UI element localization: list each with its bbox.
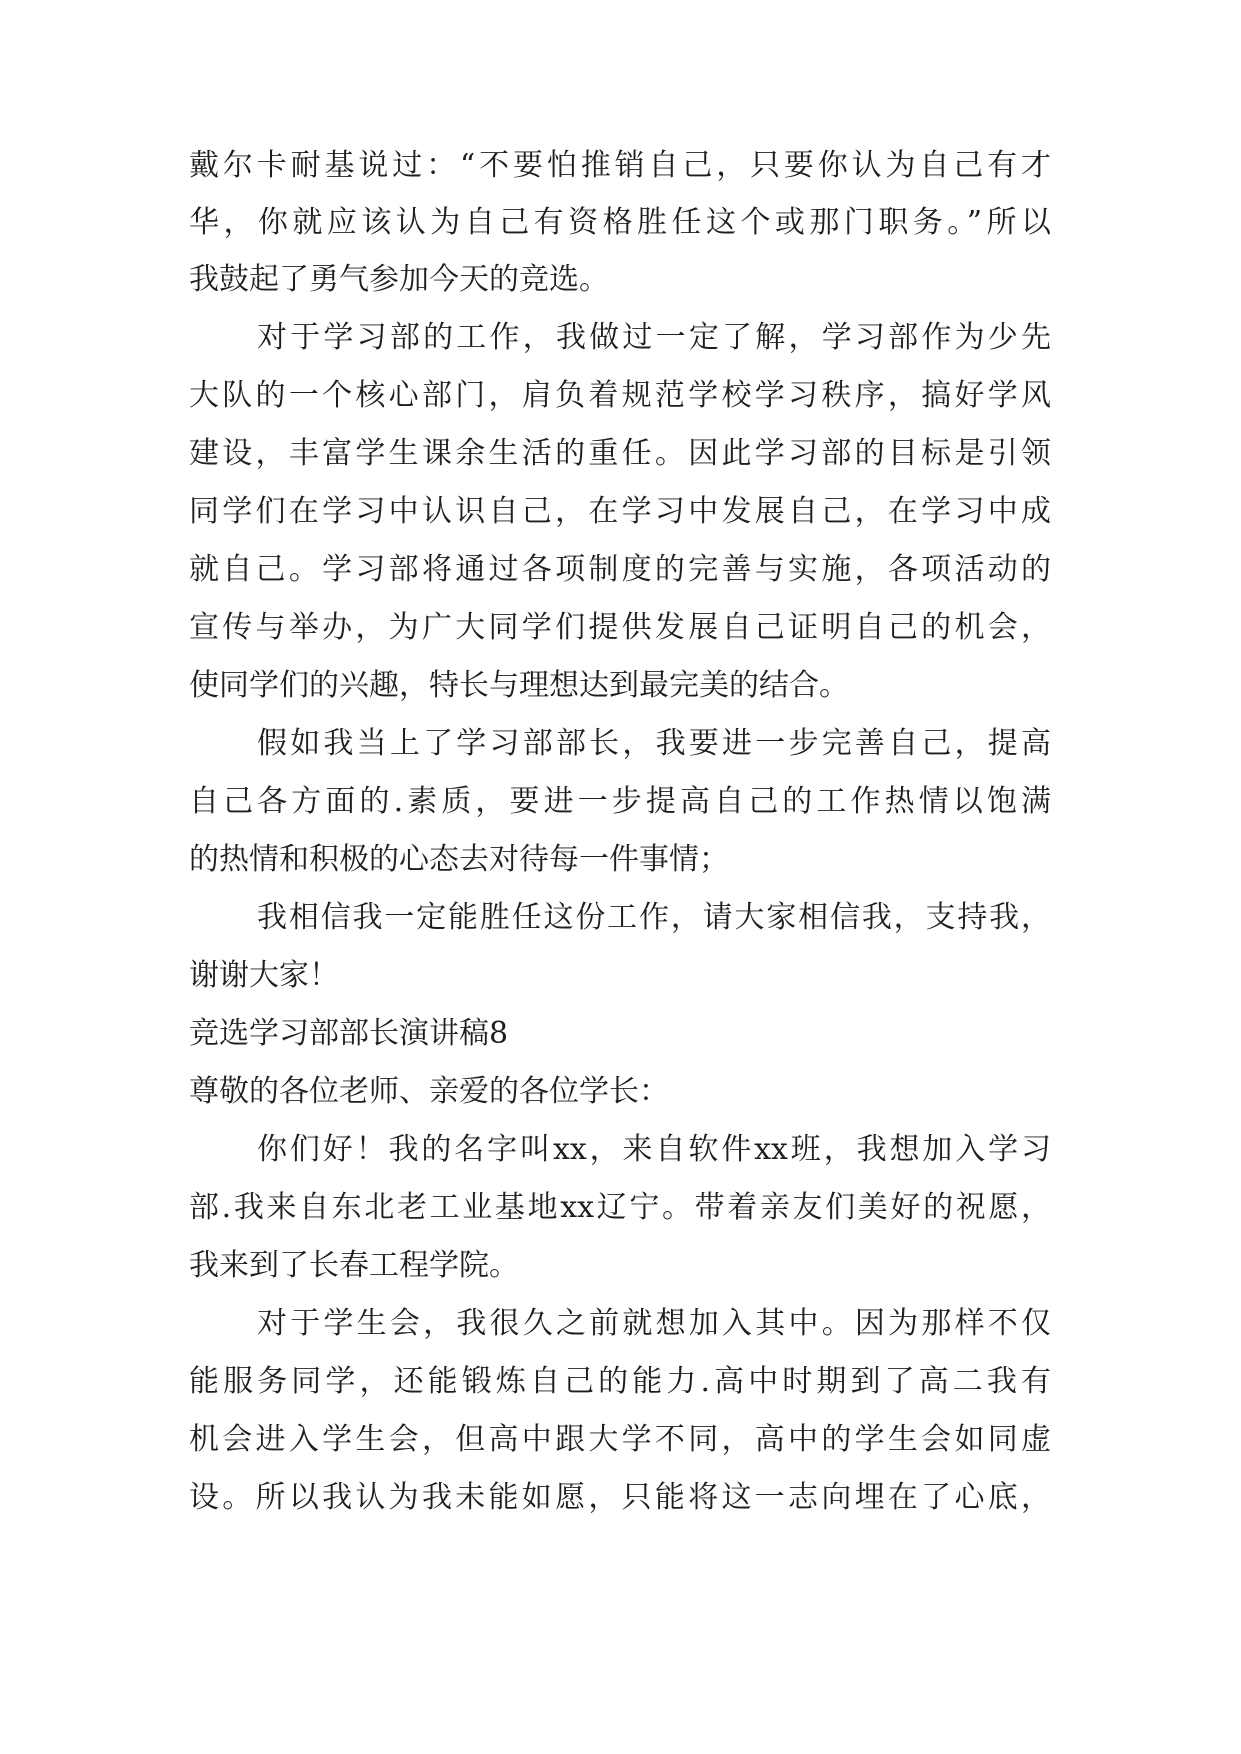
paragraph-first-line: 我相信我一定能胜任这份工作，请大家相信我，支持我， [257,900,1051,935]
text-line: 同学们在学习中认识自己，在学习中发展自己，在学习中成 [189,494,1051,529]
text-line: 机会进入学生会，但高中跟大学不同，高中的学生会如同虚 [189,1422,1051,1457]
section-heading: 竞选学习部部长演讲稿8 [189,1016,509,1051]
text-line: 自己各方面的.素质，要进一步提高自己的工作热情以饱满 [189,784,1051,819]
text-line: 谢谢大家！ [189,958,339,993]
salutation: 尊敬的各位老师、亲爱的各位学长： [189,1074,669,1109]
text-line: 华，你就应该认为自己有资格胜任这个或那门职务。”所以 [189,205,1051,240]
paragraph-first-line: 你们好！我的名字叫xx，来自软件xx班，我想加入学习 [257,1132,1051,1167]
paragraph-first-line: 对于学习部的工作，我做过一定了解，学习部作为少先 [257,320,1051,355]
text-line: 建设，丰富学生课余生活的重任。因此学习部的目标是引领 [189,436,1051,471]
text-line: 宣传与举办，为广大同学们提供发展自己证明自己的机会， [189,610,1051,645]
text-line: 部.我来自东北老工业基地xx辽宁。带着亲友们美好的祝愿， [189,1190,1051,1225]
text-line: 大队的一个核心部门，肩负着规范学校学习秩序，搞好学风 [189,378,1051,413]
text-line: 就自己。学习部将通过各项制度的完善与实施，各项活动的 [189,552,1051,587]
text-line: 使同学们的兴趣，特长与理想达到最完美的结合。 [189,668,849,703]
text-line: 我来到了长春工程学院。 [189,1248,519,1283]
text-line: 我鼓起了勇气参加今天的竞选。 [189,262,609,297]
paragraph-first-line: 对于学生会，我很久之前就想加入其中。因为那样不仅 [257,1306,1051,1341]
text-line: 能服务同学，还能锻炼自己的能力.高中时期到了高二我有 [189,1364,1051,1399]
text-line: 的热情和积极的心态去对待每一件事情； [189,842,729,877]
text-line: 戴尔卡耐基说过：“不要怕推销自己，只要你认为自己有才 [189,148,1051,183]
text-line: 设。所以我认为我未能如愿，只能将这一志向埋在了心底， [189,1480,1051,1515]
paragraph-first-line: 假如我当上了学习部部长，我要进一步完善自己，提高 [257,726,1051,761]
